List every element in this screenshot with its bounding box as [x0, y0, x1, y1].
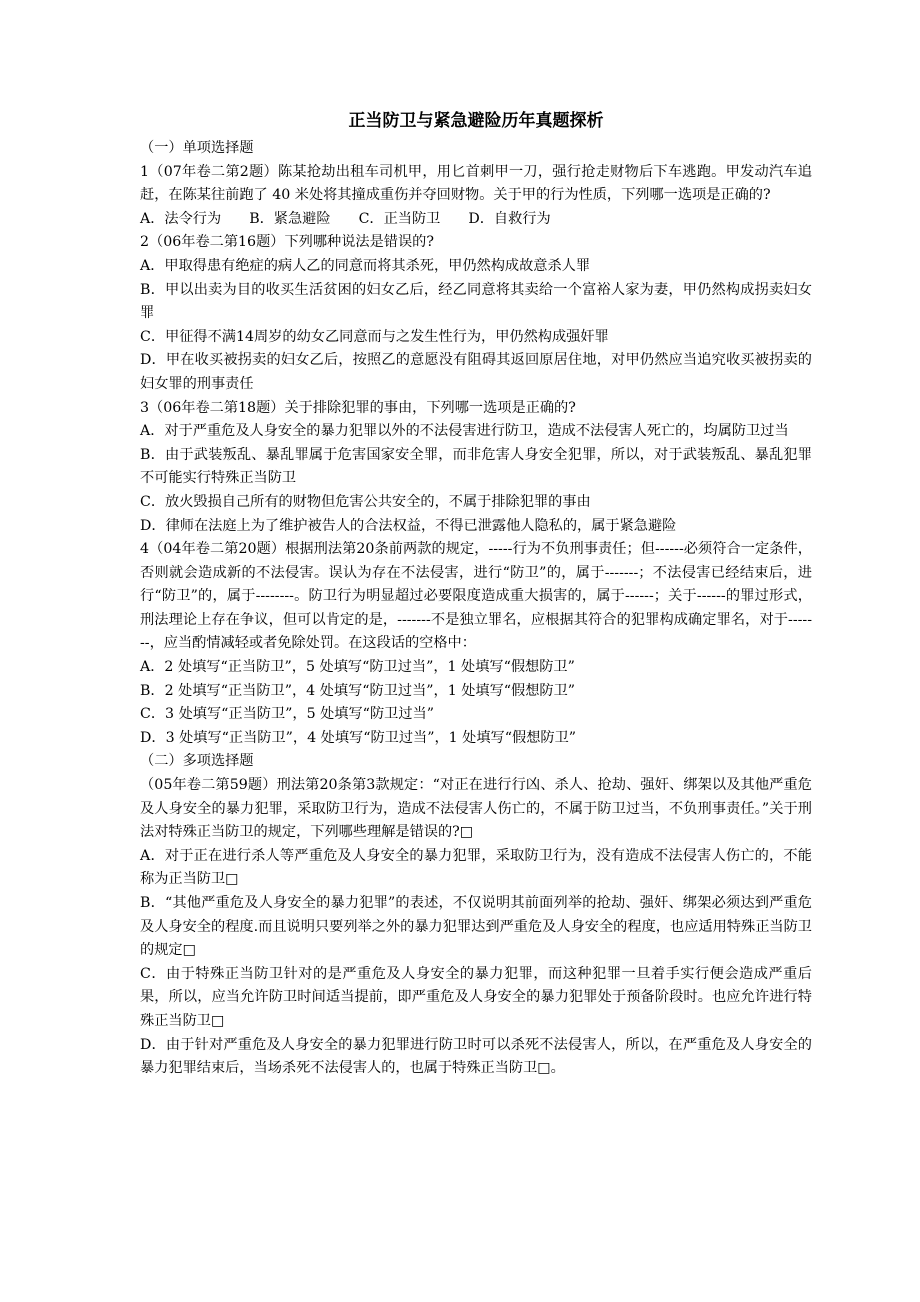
section-heading-single-choice: （一）单项选择题 — [140, 140, 254, 156]
question-5-stem: （05年卷二第59题）刑法第20条第3款规定：“对正在进行行凶、杀人、抢劫、强奸、绑架以及其他严重危及人身安全的暴力犯罪，采取防卫行为，造成不法侵害人伤亡的，不属于防卫过当，不负刑事责任。”关于刑法对特殊正当防卫的规定，下列哪些理解是错误的?□ — [140, 777, 812, 841]
question-1-stem: 1（07年卷二第2题）陈某抢劫出租车司机甲，用匕首刺甲一刀，强行抢走财物后下车逃跑。甲发动汽车追赶，在陈某往前跑了 40 米处将其撞成重伤并夺回财物。关于甲的行为性质，下列哪一选项是正确的? — [140, 163, 812, 204]
question-3-option-c: C．放火毁损自己所有的财物但危害公共安全的，不属于排除犯罪的事由 — [140, 493, 591, 510]
question-1-option-a: A．法令行为 — [140, 210, 222, 227]
question-3-option-b: B．由于武装叛乱、暴乱罪属于危害国家安全罪，而非危害人身安全犯罪，所以，对于武装叛乱、暴乱犯罪不可能实行特殊正当防卫 — [140, 446, 812, 487]
question-3-option-a: A．对于严重危及人身安全的暴力犯罪以外的不法侵害进行防卫，造成不法侵害人死亡的，均属防卫过当 — [140, 423, 789, 440]
question-1-option-d: D．自救行为 — [468, 210, 551, 227]
page-title: 正当防卫与紧急避险历年真题探析 — [348, 111, 604, 131]
question-1-options — [140, 208, 812, 232]
question-5-option-a: A．对于正在进行杀人等严重危及人身安全的暴力犯罪，采取防卫行为，没有造成不法侵害人伤亡的，不能称为正当防卫□ — [140, 847, 812, 888]
question-2-stem: 2（06年卷二第16题）下列哪种说法是错误的? — [140, 234, 434, 251]
question-5-option-b: B．“其他严重危及人身安全的暴力犯罪”的表述，不仅说明其前面列举的抢劫、强奸、绑架必须达到严重危及人身安全的程度.而且说明只要列举之外的暴力犯罪达到严重危及人身安全的程度，也应适用特殊正当防卫的规定□ — [140, 895, 812, 959]
question-4-stem: 4（04年卷二第20题）根据刑法第20条前两款的规定，-----行为不负刑事责任；但------必须符合一定条件，否则就会造成新的不法侵害。误认为存在不法侵害，进行“防卫”的，属于-------；不法侵害已经结束后，进行“防卫”的，属于--------。防卫行为明显超过必要限度造成重大损害的，属于------；关于------的罪过形式，刑法理论上存在争议，但可以肯定的是，-------不是独立罪名，应根据其符合的犯罪构成确定罪名，对于-------，应当酌情减轻或者免除处罚。在这段话的空格中： — [140, 541, 812, 652]
question-4-option-a: A．2 处填写“正当防卫”，5 处填写“防卫过当”，1 处填写“假想防卫” — [140, 659, 575, 676]
question-2-option-d: D．甲在收买被拐卖的妇女乙后，按照乙的意愿没有阻碍其返回原居住地，对甲仍然应当追究收买被拐卖的妇女罪的刑事责任 — [140, 352, 812, 392]
question-4-option-b: B．2 处填写“正当防卫”，4 处填写“防卫过当”，1 处填写“假想防卫” — [140, 682, 576, 699]
question-2-option-b: B．甲以出卖为目的收买生活贫困的妇女乙后，经乙同意将其卖给一个富裕人家为妻，甲仍然构成拐卖妇女罪 — [140, 281, 812, 322]
question-1-option-b: B．紧急避险 — [249, 210, 331, 227]
section-heading-multiple-choice: （二）多项选择题 — [140, 753, 254, 770]
question-4-option-d: D．3 处填写“正当防卫”，4 处填写“防卫过当”，1 处填写“假想防卫” — [140, 729, 577, 746]
question-5-option-c: C．由于特殊正当防卫针对的是严重危及人身安全的暴力犯罪，而这种犯罪一旦着手实行便会造成严重后果，所以，应当允许防卫时间适当提前，即严重危及人身安全的暴力犯罪处于预备阶段时。也应允许进行特殊正当防卫□ — [140, 965, 812, 1029]
question-3-stem: 3（06年卷二第18题）关于排除犯罪的事由，下列哪一选项是正确的? — [140, 399, 576, 416]
question-4-option-c: C．3 处填写“正当防卫”，5 处填写“防卫过当” — [140, 706, 434, 723]
question-3-option-d: D．律师在法庭上为了维护被告人的合法权益，不得已泄露他人隐私的，属于紧急避险 — [140, 517, 677, 534]
question-2-option-c: C．甲征得不满14周岁的幼女乙同意而与之发生性行为，甲仍然构成强奸罪 — [140, 328, 609, 345]
question-2-option-a: A．甲取得患有绝症的病人乙的同意而将其杀死，甲仍然构成故意杀人罪 — [140, 257, 591, 274]
question-5-option-d: D．由于针对严重危及人身安全的暴力犯罪进行防卫时可以杀死不法侵害人，所以，在严重危及人身安全的暴力犯罪结束后，当场杀死不法侵害人的，也属于特殊正当防卫□。 — [140, 1036, 812, 1077]
question-1-option-c: C．正当防卫 — [358, 210, 441, 227]
